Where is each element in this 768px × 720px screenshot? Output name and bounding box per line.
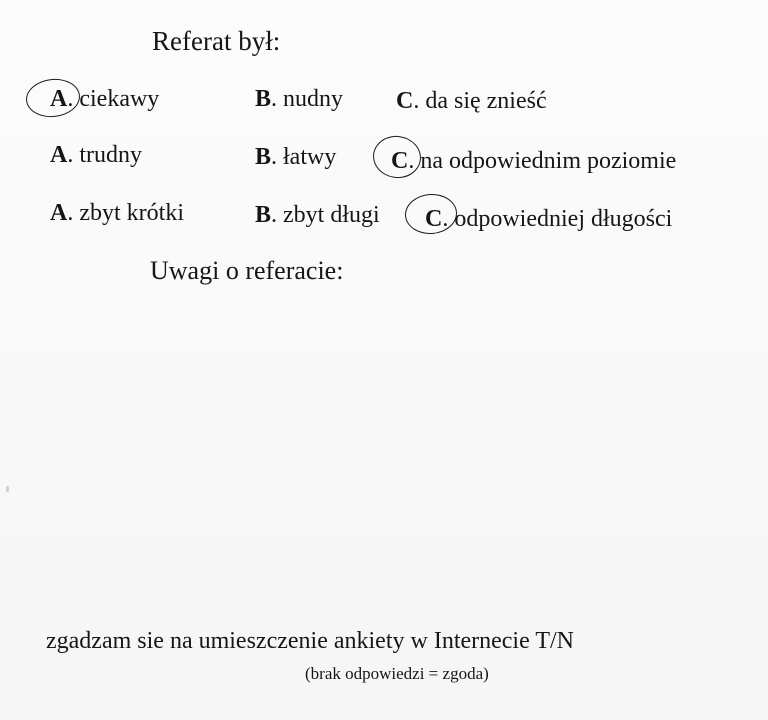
scan-speck — [6, 486, 9, 492]
survey-title: Referat był: — [152, 26, 281, 56]
option-text: . trudny — [67, 142, 143, 168]
option-letter: A — [50, 86, 68, 112]
option-text: . zbyt długi — [271, 202, 380, 228]
remarks-label: Uwagi o referacie: — [150, 256, 344, 285]
consent-text: zgadzam sie na umieszczenie ankiety w Internecie T/N — [46, 628, 574, 654]
option-letter: C — [391, 148, 409, 174]
option-text: . na odpowiednim poziomie — [408, 148, 677, 174]
option-letter: A — [50, 200, 68, 226]
option-text: . łatwy — [271, 144, 337, 170]
consent-note: (brak odpowiedzi = zgoda) — [305, 664, 489, 683]
option-text: . odpowiedniej długości — [442, 206, 673, 232]
option-row3-a[interactable] — [50, 200, 184, 227]
option-text: . nudny — [271, 86, 344, 112]
option-text: . zbyt krótki — [67, 200, 184, 226]
option-row1-c[interactable] — [396, 88, 547, 115]
option-text: . ciekawy — [67, 86, 160, 112]
option-row2-b[interactable] — [255, 144, 336, 171]
option-letter: B — [255, 202, 272, 228]
option-row2-a[interactable] — [50, 142, 142, 169]
option-text: . da się znieść — [413, 88, 547, 114]
option-letter: B — [255, 86, 272, 112]
option-letter: A — [50, 142, 68, 168]
option-row2-c[interactable] — [391, 148, 676, 175]
option-row1-b[interactable] — [255, 86, 343, 113]
option-letter: B — [255, 144, 272, 170]
option-row3-b[interactable] — [255, 202, 380, 229]
option-letter: C — [396, 88, 414, 114]
option-row3-c[interactable] — [425, 206, 672, 233]
option-letter: C — [425, 206, 443, 232]
option-row1-a[interactable] — [50, 86, 159, 113]
